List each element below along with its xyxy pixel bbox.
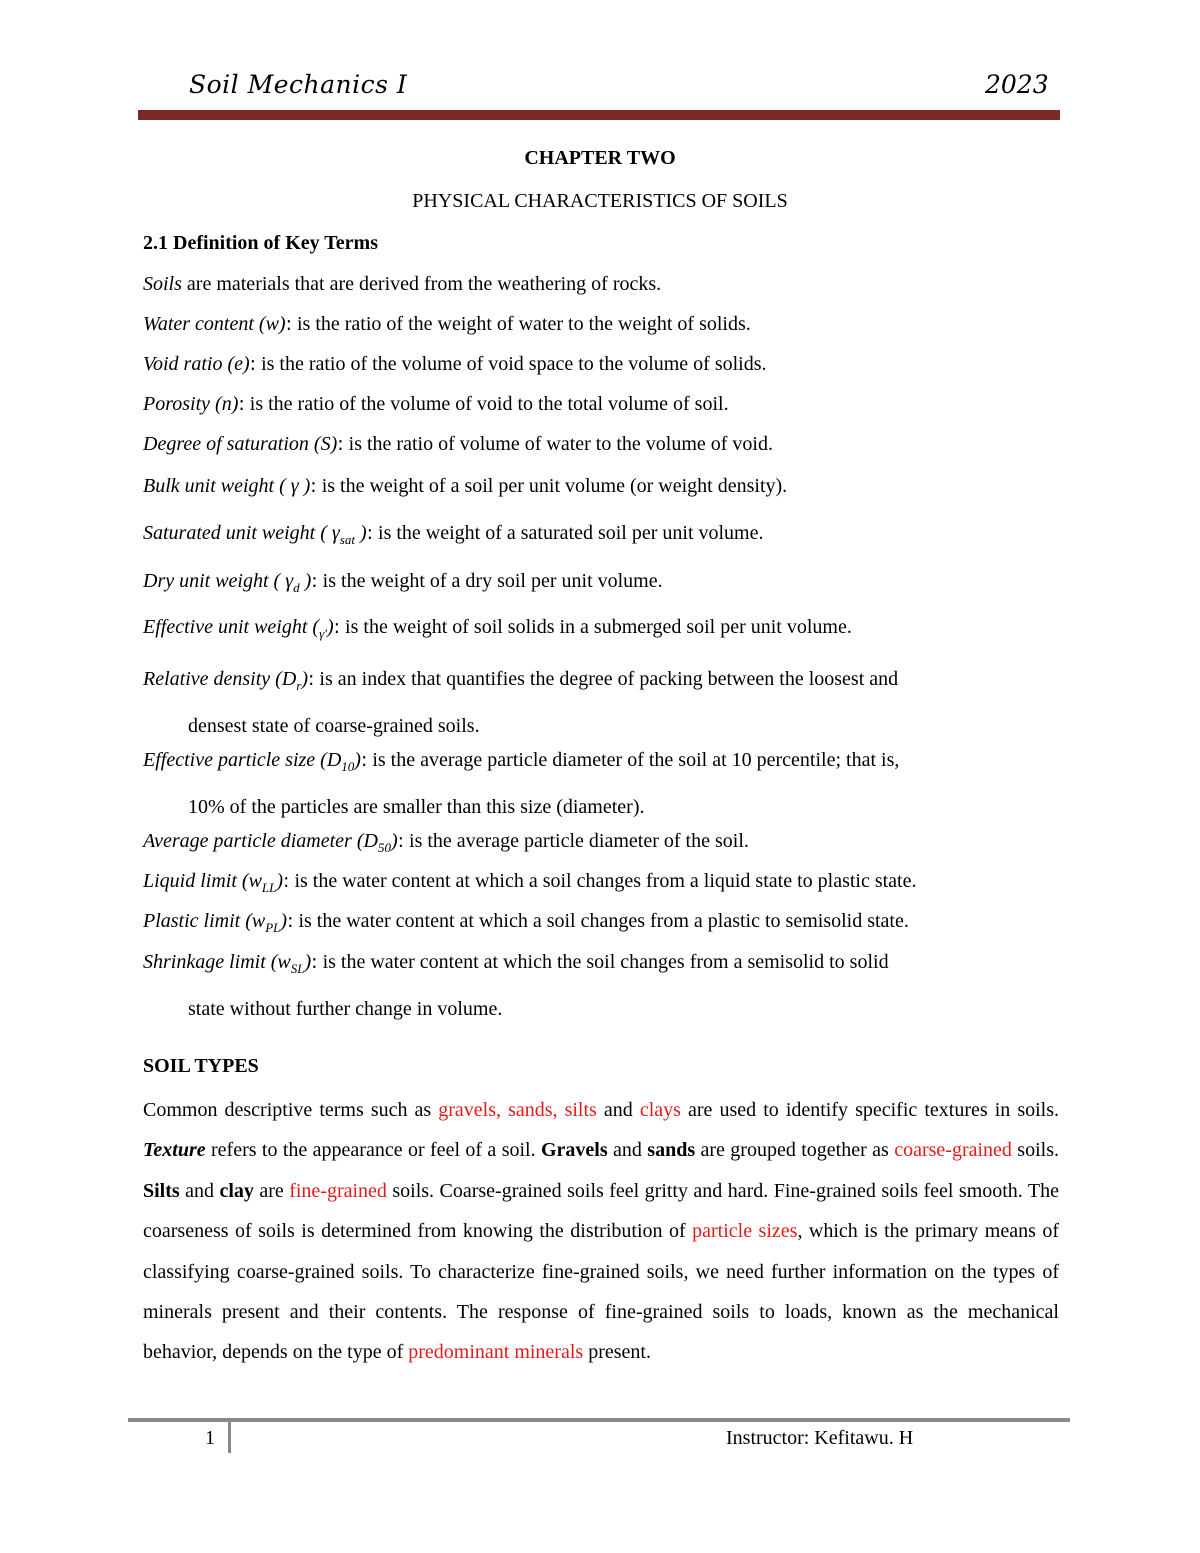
definition-text: is the ratio of volume of water to the volume of void.	[343, 433, 773, 455]
bold-term: Texture	[143, 1139, 206, 1162]
definition-continuation: densest state of coarse-grained soils.	[188, 715, 480, 737]
definition-colon: :	[333, 616, 341, 638]
definition-continuation: state without further change in volume.	[188, 998, 503, 1020]
definition-term: Effective particle size $(D_{10})$	[143, 749, 361, 774]
definition-text: is the ratio of the weight of water to the weight of solids.	[291, 313, 751, 335]
highlight-term: fine-grained	[289, 1179, 387, 1202]
definition-term: Dry unit weight ( $\gamma_d$ )	[143, 570, 312, 595]
definition-bulk-unit-weight	[143, 466, 1059, 506]
definition-colon: :	[337, 433, 344, 455]
definition-plastic-limit	[143, 901, 1059, 948]
definition-term: Porosity (n)	[143, 393, 239, 415]
bold-term: clay	[219, 1179, 254, 1202]
definition-text: is the weight of a saturated soil per unit volume.	[373, 522, 764, 544]
bold-term: Gravels	[540, 1139, 608, 1162]
highlight-term: clays	[639, 1099, 681, 1121]
definition-text: is the ratio of the volume of void space to the volume of solids.	[256, 353, 767, 375]
definition-term: Void ratio (e)	[143, 353, 250, 375]
definition-colon: :	[283, 870, 290, 892]
definition-water-content	[143, 304, 1059, 344]
highlight-term: particle sizes	[692, 1220, 798, 1243]
bold-term: Silts	[143, 1179, 180, 1202]
soil-types-heading: SOIL TYPES	[143, 1055, 259, 1077]
footer-instructor: Instructor: Kefitawu. H	[726, 1427, 914, 1449]
definition-term: Relative density $(D_r)$	[143, 668, 309, 693]
definition-effective-unit-weight	[143, 607, 1059, 654]
chapter-subtitle: PHYSICAL CHARACTERISTICS OF SOILS	[412, 190, 788, 212]
highlight-term: coarse-grained	[894, 1139, 1012, 1162]
definition-colon: :	[238, 393, 245, 415]
definition-colon: :	[311, 951, 318, 973]
definition-text: is the average particle diameter of the soil.	[404, 830, 749, 852]
definition-term: Bulk unit weight ( γ )	[143, 475, 311, 497]
definition-text: is the ratio of the volume of void to the total volume of soil.	[244, 393, 729, 415]
definition-text: is the weight of a soil per unit volume (or weight density).	[316, 475, 788, 497]
definition-text: is the weight of a dry soil per unit volume.	[317, 570, 663, 592]
definition-text: is the water content at which a soil changes from a liquid state to plastic state.	[289, 870, 917, 892]
definition-term: Average particle diameter $(D_{50})$	[143, 830, 398, 855]
highlight-term: gravels, sands, silts	[438, 1099, 597, 1121]
definition-void-ratio	[143, 344, 1059, 384]
definition-term: Effective unit weight $(_{\gamma'})$	[143, 616, 334, 641]
definition-degree-of-saturation	[143, 424, 1059, 464]
definition-dry-unit-weight	[143, 561, 1059, 608]
definition-colon: :	[285, 313, 292, 335]
page-number: 1	[205, 1427, 215, 1449]
definition-colon: :	[366, 522, 374, 544]
definition-colon: :	[308, 668, 315, 690]
definition-relative-density	[143, 659, 1059, 746]
definition-text: is the average particle diameter of the soil at 10 percentile; that is,	[367, 749, 900, 771]
definition-colon: :	[311, 570, 318, 592]
bold-term: sands	[647, 1139, 696, 1162]
definition-term: Shrinkage limit $(w_{SL})$	[143, 951, 312, 976]
definition-term: Liquid limit $(w_{LL})$	[143, 870, 284, 895]
definition-shrinkage-limit	[143, 942, 1059, 1029]
definition-colon: :	[310, 475, 317, 497]
footer-rule	[128, 1418, 1070, 1422]
definition-porosity	[143, 384, 1059, 424]
definition-colon: :	[360, 749, 368, 771]
header-course: Soil Mechanics I	[189, 70, 408, 99]
chapter-title: CHAPTER TWO	[524, 147, 676, 169]
definition-continuation: 10% of the particles are smaller than this size (diameter).	[188, 796, 645, 818]
definition-text: is an index that quantifies the degree of packing between the loosest and	[314, 668, 899, 690]
section-heading: 2.1 Definition of Key Terms	[143, 232, 378, 254]
definition-colon: :	[249, 353, 257, 375]
definition-effective-particle-size	[143, 740, 1059, 827]
definition-text: is the water content at which a soil changes from a plastic to semisolid state.	[293, 910, 909, 932]
highlight-term: predominant minerals	[408, 1341, 584, 1364]
soil-types-paragraph: Common descriptive terms such as gravels, sands, silts and clays are used to identify specific textures in soils. Texture refers to the appearance or feel of a soil. Gravels and sands are grouped together as coarse-grained soils. Silts and clay are fine-grained soils. Coarse-grained soils feel gritty and hard. Fine-grained soils feel smooth. The coarseness of soils is determined from knowing the distribution of particle sizes, which is the primary means of classifying coarse-grained soils. To characterize fine-grained soils, we need further information on the types of minerals present and their contents. The response of fine-grained soils to loads, known as the mechanical behavior, depends on the type of predominant minerals present.	[143, 1099, 1060, 1364]
definition-soils	[143, 264, 1059, 304]
definition-term: Soils	[143, 273, 182, 295]
definition-colon: :	[287, 910, 294, 932]
definition-term: Plastic limit $(w_{PL})$	[143, 910, 288, 935]
header-rule	[138, 110, 1060, 120]
definition-term: Degree of saturation (S)	[143, 433, 338, 455]
definition-saturated-unit-weight	[143, 513, 1059, 560]
definition-term: Saturated unit weight ( $\gamma_{sat}$ )	[143, 522, 367, 547]
definition-colon: :	[397, 830, 405, 852]
definition-text: is the weight of soil solids in a submerged soil per unit volume.	[340, 616, 852, 638]
footer-divider	[228, 1421, 231, 1453]
header-year: 2023	[985, 70, 1049, 99]
definition-text: is the water content at which the soil changes from a semisolid to solid	[317, 951, 889, 973]
definition-term: Water content (w)	[143, 313, 286, 335]
definition-text: are materials that are derived from the weathering of rocks.	[181, 273, 662, 295]
